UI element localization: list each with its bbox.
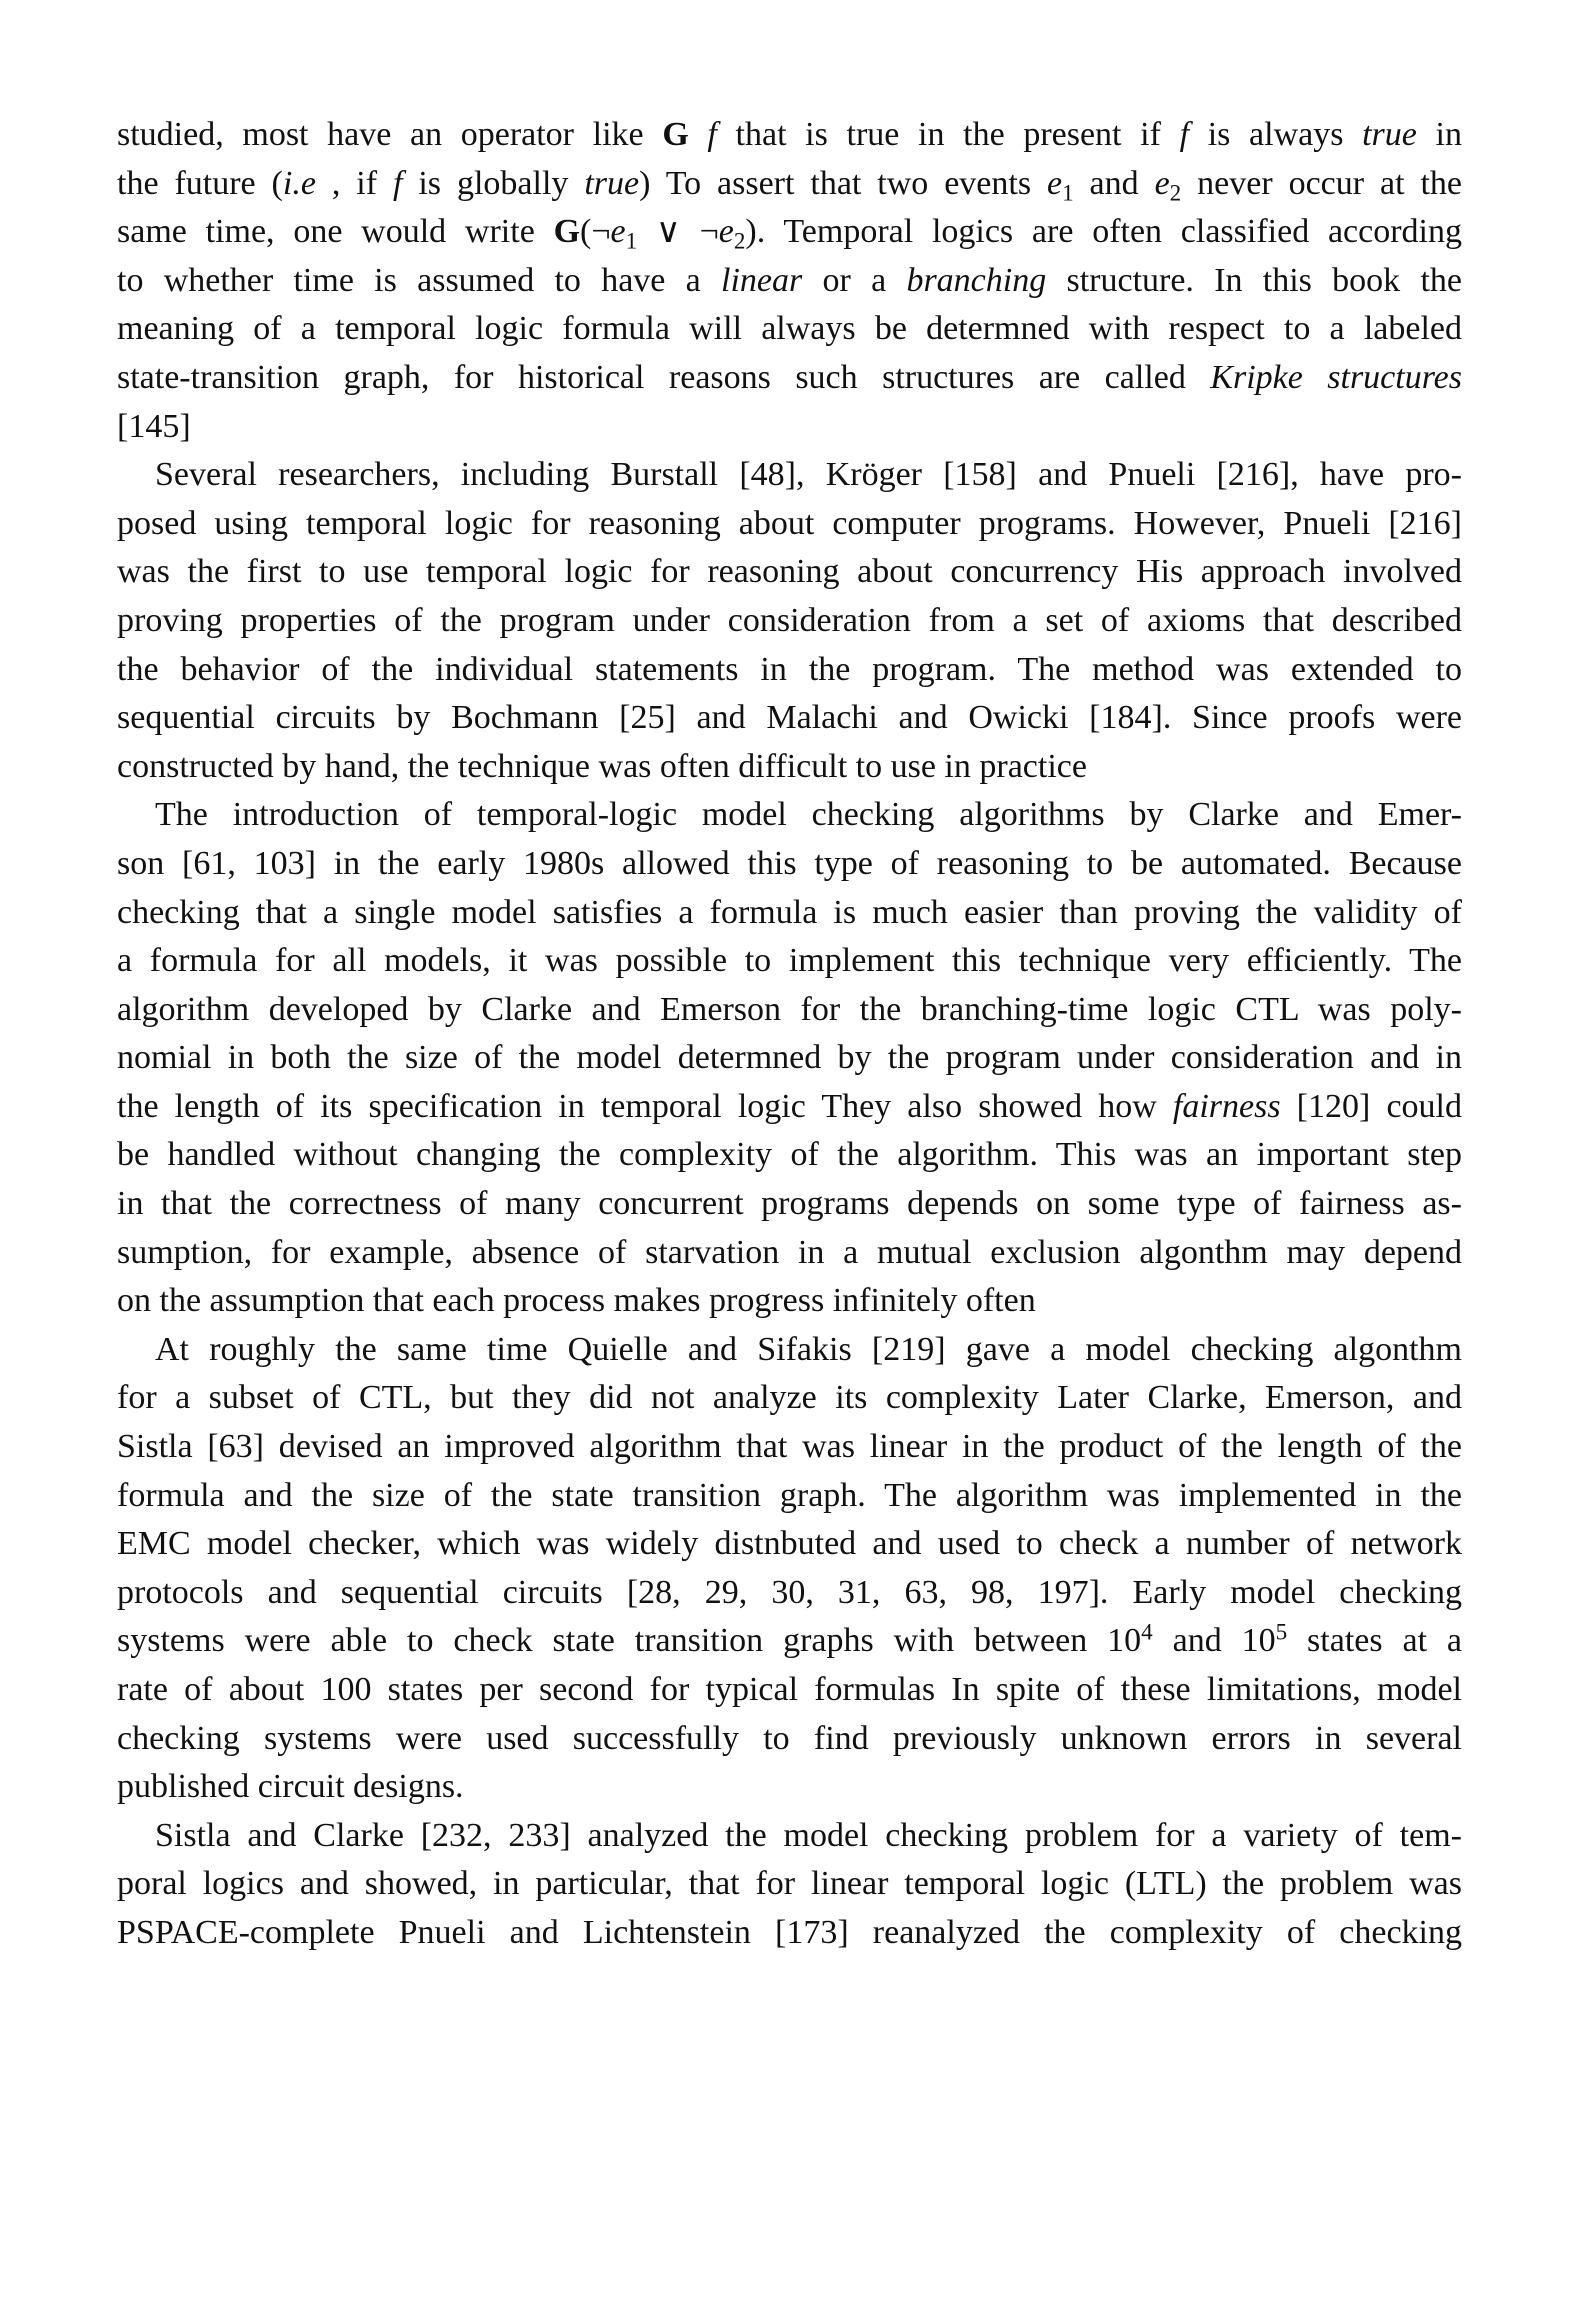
text-line: [117, 1909, 1462, 1958]
text-line: [117, 1520, 1462, 1569]
text-run: be handled without changing the complexity of the algorithm. This was an important step: [117, 1136, 1462, 1174]
text-run: [145]: [117, 407, 191, 445]
text-line: [117, 500, 1462, 549]
text-line: [117, 694, 1462, 743]
bold-text: G: [553, 213, 581, 251]
italic-text: fairness: [1172, 1087, 1281, 1125]
text-run: systems were able to check state transition graphs with between 10: [117, 1622, 1142, 1660]
text-line: [117, 160, 1462, 209]
text-run: At roughly the same time Quielle and Sifakis [219] gave a model checking algonthm: [155, 1330, 1462, 1368]
text-run: ) To assert that two events: [639, 164, 1047, 202]
text-run: in: [1416, 116, 1462, 153]
italic-text: f: [707, 116, 717, 153]
text-run: Sistla and Clarke [232, 233] analyzed the model checking problem for a variety of tem-: [155, 1816, 1462, 1854]
subscript: 2: [733, 228, 746, 255]
text-line: [117, 1374, 1462, 1423]
italic-text: e: [610, 213, 626, 251]
text-run: that is true in the present if: [716, 116, 1180, 153]
text-run: son [61, 103] in the early 1980s allowed this type of reasoning to be automated. Because: [117, 844, 1462, 882]
text-run: The introduction of temporal-logic model checking algorithms by Clarke and Emer-: [155, 796, 1462, 834]
text-run: in that the correctness of many concurrent programs depends on some type of fairness as-: [117, 1185, 1462, 1223]
italic-text: branching: [906, 261, 1047, 299]
text-line: [117, 305, 1462, 354]
text-run: rate of about 100 states per second for typical formulas In spite of these limitations, model: [117, 1671, 1462, 1708]
text-run: and 10: [1152, 1622, 1276, 1660]
italic-text: i.e: [282, 164, 316, 202]
text-run: checking that a single model satisfies a formula is much easier than proving the validity of: [117, 893, 1462, 931]
text-run: Several researchers, including Burstall [48], Kröger [158] and Pnueli [216], have pro-: [155, 456, 1462, 494]
text-run: was the first to use temporal logic for reasoning about concurrency His approach involved: [117, 553, 1462, 591]
text-line: [117, 597, 1462, 646]
text-run: studied, most have an operator like: [117, 116, 663, 153]
text-run: the behavior of the individual statements in the program. The method was extended to: [117, 650, 1462, 688]
text-line: [117, 1715, 1462, 1764]
italic-text: linear: [721, 261, 803, 299]
text-run: nomial in both the size of the model determned by the program under consideration and in: [117, 1039, 1462, 1077]
text-run: never occur at the: [1181, 164, 1462, 202]
text-run: protocols and sequential circuits [28, 29, 30, 31, 63, 98, 197]. Early model checking: [117, 1573, 1462, 1611]
italic-text: e: [1046, 164, 1063, 202]
text-run: ). Temporal logics are often classified according: [745, 213, 1462, 251]
text-run: posed using temporal logic for reasoning about computer programs. However, Pnueli [216]: [117, 504, 1462, 542]
text-line: [117, 1131, 1462, 1180]
text-line: [117, 1860, 1462, 1909]
text-line: [117, 1763, 1462, 1812]
text-run: EMC model checker, which was widely distnbuted and used to check a number of network: [117, 1525, 1462, 1563]
text-run: PSPACE-complete Pnueli and Lichtenstein [173] reanalyzed the complexity of checking: [117, 1913, 1462, 1951]
text-run: and: [1073, 164, 1155, 202]
text-run: formula and the size of the state transition graph. The algorithm was implemented in the: [117, 1476, 1462, 1514]
italic-text: f: [1179, 116, 1190, 153]
paragraph: [117, 1812, 1462, 1958]
text-run: algorithm developed by Clarke and Emerson for the branching-time logic CTL was poly-: [117, 990, 1462, 1028]
text-run: for a subset of CTL, but they did not analyze its complexity Later Clarke, Emerson, and: [117, 1379, 1462, 1417]
italic-text: f: [392, 164, 403, 202]
italic-text: Kripke structures: [1210, 358, 1462, 396]
text-line: [117, 111, 1462, 160]
text-run: [120] could: [1280, 1087, 1462, 1125]
paragraph: [117, 451, 1462, 791]
text-run: checking systems were used successfully to find previously unknown errors in several: [117, 1719, 1462, 1757]
italic-text: e: [1154, 164, 1170, 202]
text-run: ∨ ¬: [637, 213, 719, 251]
text-line: [117, 403, 1462, 452]
text-line: [117, 354, 1462, 403]
text-line: [117, 208, 1462, 257]
text-run: or a: [802, 261, 907, 299]
text-run: on the assumption that each process makes progress infinitely often: [117, 1282, 1036, 1320]
text-line: [117, 1277, 1462, 1326]
text-line: [117, 937, 1462, 986]
text-line: [117, 1617, 1462, 1666]
text-line: [117, 1229, 1462, 1278]
text-run: poral logics and showed, in particular, that for linear temporal logic (LTL) the problem was: [117, 1865, 1462, 1903]
text-line: [117, 1180, 1462, 1229]
text-line: [117, 743, 1462, 792]
text-run: to whether time is assumed to have a: [117, 261, 721, 299]
text-run: meaning of a temporal logic formula will always be determned with respect to a labeled: [117, 310, 1462, 348]
superscript: 5: [1275, 1619, 1288, 1646]
text-line: [117, 451, 1462, 500]
text-line: [117, 1083, 1462, 1132]
text-run: proving properties of the program under consideration from a set of axioms that described: [117, 601, 1462, 639]
text-run: same time, one would write: [117, 213, 554, 251]
italic-text: true: [584, 164, 640, 202]
text-run: state-transition graph, for historical reasons such structures are called: [117, 358, 1211, 396]
superscript: 4: [1141, 1619, 1153, 1646]
text-run: sumption, for example, absence of starvation in a mutual exclusion algonthm may depend: [117, 1233, 1462, 1271]
text-line: [117, 646, 1462, 695]
text-line: [117, 1034, 1462, 1083]
paragraph: [117, 111, 1462, 451]
text-run: constructed by hand, the technique was often difficult to use in practice: [117, 747, 1087, 785]
text-run: [689, 116, 708, 153]
text-line: [117, 840, 1462, 889]
subscript: 2: [1169, 180, 1182, 207]
text-line: [117, 548, 1462, 597]
text-line: [117, 257, 1462, 306]
text-run: states at a: [1287, 1622, 1462, 1660]
text-run: published circuit designs.: [117, 1768, 464, 1806]
text-run: , if: [315, 164, 393, 202]
text-run: a formula for all models, it was possible to implement this technique very efficiently. The: [117, 942, 1462, 980]
text-run: sequential circuits by Bochmann [25] and Malachi and Owicki [184]. Since proofs were: [117, 699, 1462, 737]
text-line: [117, 1423, 1462, 1472]
text-line: [117, 986, 1462, 1035]
text-line: [117, 1326, 1462, 1375]
text-run: (¬: [580, 213, 611, 251]
text-run: is always: [1189, 116, 1363, 153]
bold-text: G: [662, 116, 689, 153]
text-line: [117, 1569, 1462, 1618]
text-run: is globally: [402, 164, 585, 202]
text-run: the length of its specification in temporal logic They also showed how: [117, 1087, 1173, 1125]
italic-text: true: [1362, 116, 1417, 153]
text-line: [117, 1666, 1462, 1715]
document-body: [117, 111, 1462, 1958]
text-run: the future (: [117, 164, 283, 202]
text-line: [117, 791, 1462, 840]
subscript: 1: [625, 228, 638, 255]
italic-text: e: [718, 213, 734, 251]
subscript: 1: [1062, 180, 1074, 207]
text-run: Sistla [63] devised an improved algorithm that was linear in the product of the length of the: [117, 1428, 1462, 1466]
text-run: structure. In this book the: [1046, 261, 1462, 299]
text-line: [117, 1812, 1462, 1861]
text-line: [117, 1472, 1462, 1521]
paragraph: [117, 791, 1462, 1326]
paragraph: [117, 1326, 1462, 1812]
text-line: [117, 889, 1462, 938]
